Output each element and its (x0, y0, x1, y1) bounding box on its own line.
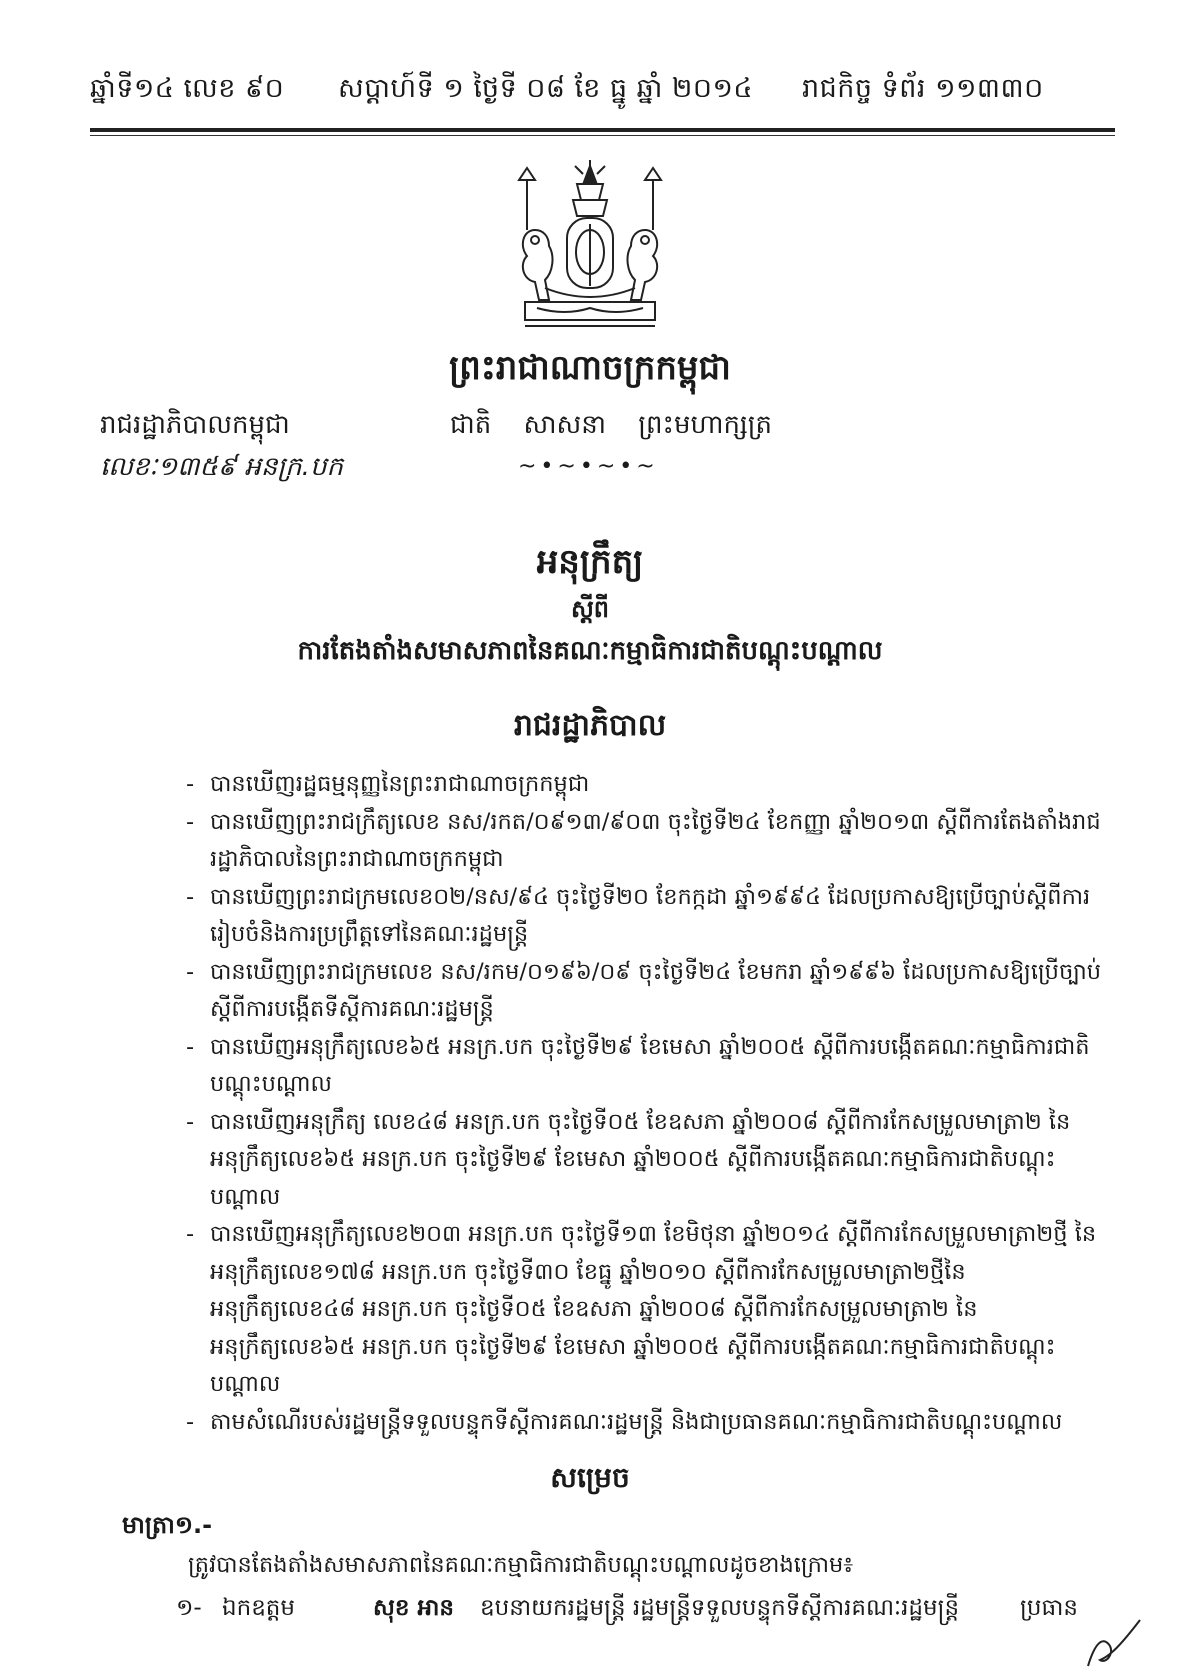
clause: - បានឃើញព្រះរាជក្រមលេខ នស/រកម/០១៩៦/០៩ ចុះថ្ងៃទី២៤ ខែមករា ឆ្នាំ១៩៩៦ ដែលប្រកាសឱ្យប្រើច្បាប់ស្តីពីការបង្កើតទីស្តីការគណៈរដ្ឋមន្ត្រី (186, 954, 1110, 1029)
article-label: មាត្រា១.- (122, 1511, 213, 1539)
royal-coat-of-arms-icon (505, 160, 675, 340)
clause: - បានឃើញរដ្ឋធម្មនុញ្ញនៃព្រះរាជាណាចក្រកម្ពុជា (186, 766, 1110, 804)
header-rule-thin (90, 135, 1115, 136)
decision-heading: សម្រេច (550, 1461, 630, 1494)
about-label: ស្តីពី (570, 594, 610, 623)
member-number: ១- (176, 1595, 202, 1621)
national-motto: ជាតិ សាសនា ព្រះមហាក្សត្រ (450, 410, 772, 440)
preamble-clauses (186, 766, 1110, 1441)
week-date: សប្តាហ៍ទី ១ ថ្ងៃទី ០៨ ខែ ធ្នូ ឆ្នាំ ២០១៤ (338, 73, 754, 104)
clause: - បានឃើញអនុក្រឹត្យលេខ៦៥ អនក្រ.បក ចុះថ្ងៃទី២៩ ខែមេសា ឆ្នាំ២០០៥ ស្តីពីការបង្កើតគណៈកម្មាធិការជាតិបណ្តុះបណ្តាល (186, 1029, 1110, 1104)
article-text: ត្រូវបានតែងតាំងសមាសភាពនៃគណៈកម្មាធិការជាតិបណ្តុះបណ្តាលដូចខាងក្រោម៖ (188, 1552, 854, 1578)
reference-number: លេខៈ១៣៥៩ អនក្រ.បក (100, 452, 343, 482)
member-honorific: ឯកឧត្តម (222, 1595, 295, 1621)
document-subject: ការតែងតាំងសមាសភាពនៃគណៈកម្មាធិការជាតិបណ្តុះបណ្តាល (297, 636, 883, 666)
kingdom-title: ព្រះរាជាណាចក្រកម្ពុជា (449, 348, 731, 388)
government-name: រាជរដ្ឋាភិបាលកម្ពុជា (100, 410, 290, 440)
initials-signature-icon (1080, 1616, 1150, 1672)
gazette-page: រាជកិច្ច ទំព័រ ១១៣៣០ (802, 73, 1044, 104)
clause: - តាមសំណើរបស់រដ្ឋមន្ត្រីទទួលបន្ទុកទីស្តីការគណៈរដ្ឋមន្ត្រី និងជាប្រធានគណៈកម្មាធិការជាតិបណ្តុះបណ្តាល (186, 1404, 1110, 1442)
member-role: ឧបនាយករដ្ឋមន្ត្រី រដ្ឋមន្ត្រីទទួលបន្ទុកទីស្តីការគណៈរដ្ឋមន្ត្រី (480, 1595, 960, 1621)
clause: - បានឃើញអនុក្រឹត្យលេខ២០៣ អនក្រ.បក ចុះថ្ងៃទី១៣ ខែមិថុនា ឆ្នាំ២០១៤ ស្តីពីការកែសម្រួលមាត្រា២ថ្មី នៃអនុក្រឹត្យលេខ១៧៨ អនក្រ.បក ចុះថ្ងៃទី៣០ ខែធ្នូ ឆ្នាំ២០១០ ស្តីពីការកែសម្រួលមាត្រា២ថ្មីនៃអនុក្រឹត្យលេខ៤៨ អនក្រ.បក ចុះថ្ងៃទី០៥ ខែឧសភា ឆ្នាំ២០០៨ ស្តីពីការកែសម្រួលមាត្រា២ នៃអនុក្រឹត្យលេខ៦៥ អនក្រ.បក ចុះថ្ងៃទី២៩ ខែមេសា ឆ្នាំ២០០៥ ស្តីពីការបង្កើតគណៈកម្មាធិការជាតិបណ្តុះបណ្តាល (186, 1216, 1110, 1404)
document-type: អនុក្រឹត្យ (536, 542, 644, 582)
clause: - បានឃើញព្រះរាជក្រឹត្យលេខ នស/រកត/០៩១៣/៩០៣ ចុះថ្ងៃទី២៤ ខែកញ្ញា ឆ្នាំ២០១៣ ស្តីពីការតែងតាំងរាជរដ្ឋាភិបាលនៃព្រះរាជាណាចក្រកម្ពុជា (186, 804, 1110, 879)
member-position: ប្រធាន (1020, 1595, 1078, 1621)
year-issue: ឆ្នាំទី១៤ លេខ ៩០ (90, 73, 285, 104)
ornament-divider: ~•~•~•~ (518, 454, 659, 479)
issuer-heading: រាជរដ្ឋាភិបាល (513, 708, 667, 743)
header-rule (90, 128, 1115, 132)
member-name: សុខ អាន (373, 1595, 455, 1621)
clause: - បានឃើញអនុក្រឹត្យ លេខ៤៨ អនក្រ.បក ចុះថ្ងៃទី០៥ ខែឧសភា ឆ្នាំ២០០៨ ស្តីពីការកែសម្រួលមាត្រា២ នៃអនុក្រឹត្យលេខ៦៥ អនក្រ.បក ចុះថ្ងៃទី២៩ ខែមេសា ឆ្នាំ២០០៥ ស្តីពីការបង្កើតគណៈកម្មាធិការជាតិបណ្តុះបណ្តាល (186, 1104, 1110, 1217)
clause: - បានឃើញព្រះរាជក្រមលេខ០២/នស/៩៤ ចុះថ្ងៃទី២០ ខែកក្កដា ឆ្នាំ១៩៩៤ ដែលប្រកាសឱ្យប្រើច្បាប់ស្តីពីការរៀបចំនិងការប្រព្រឹត្តទៅនៃគណៈរដ្ឋមន្ត្រី (186, 879, 1110, 954)
